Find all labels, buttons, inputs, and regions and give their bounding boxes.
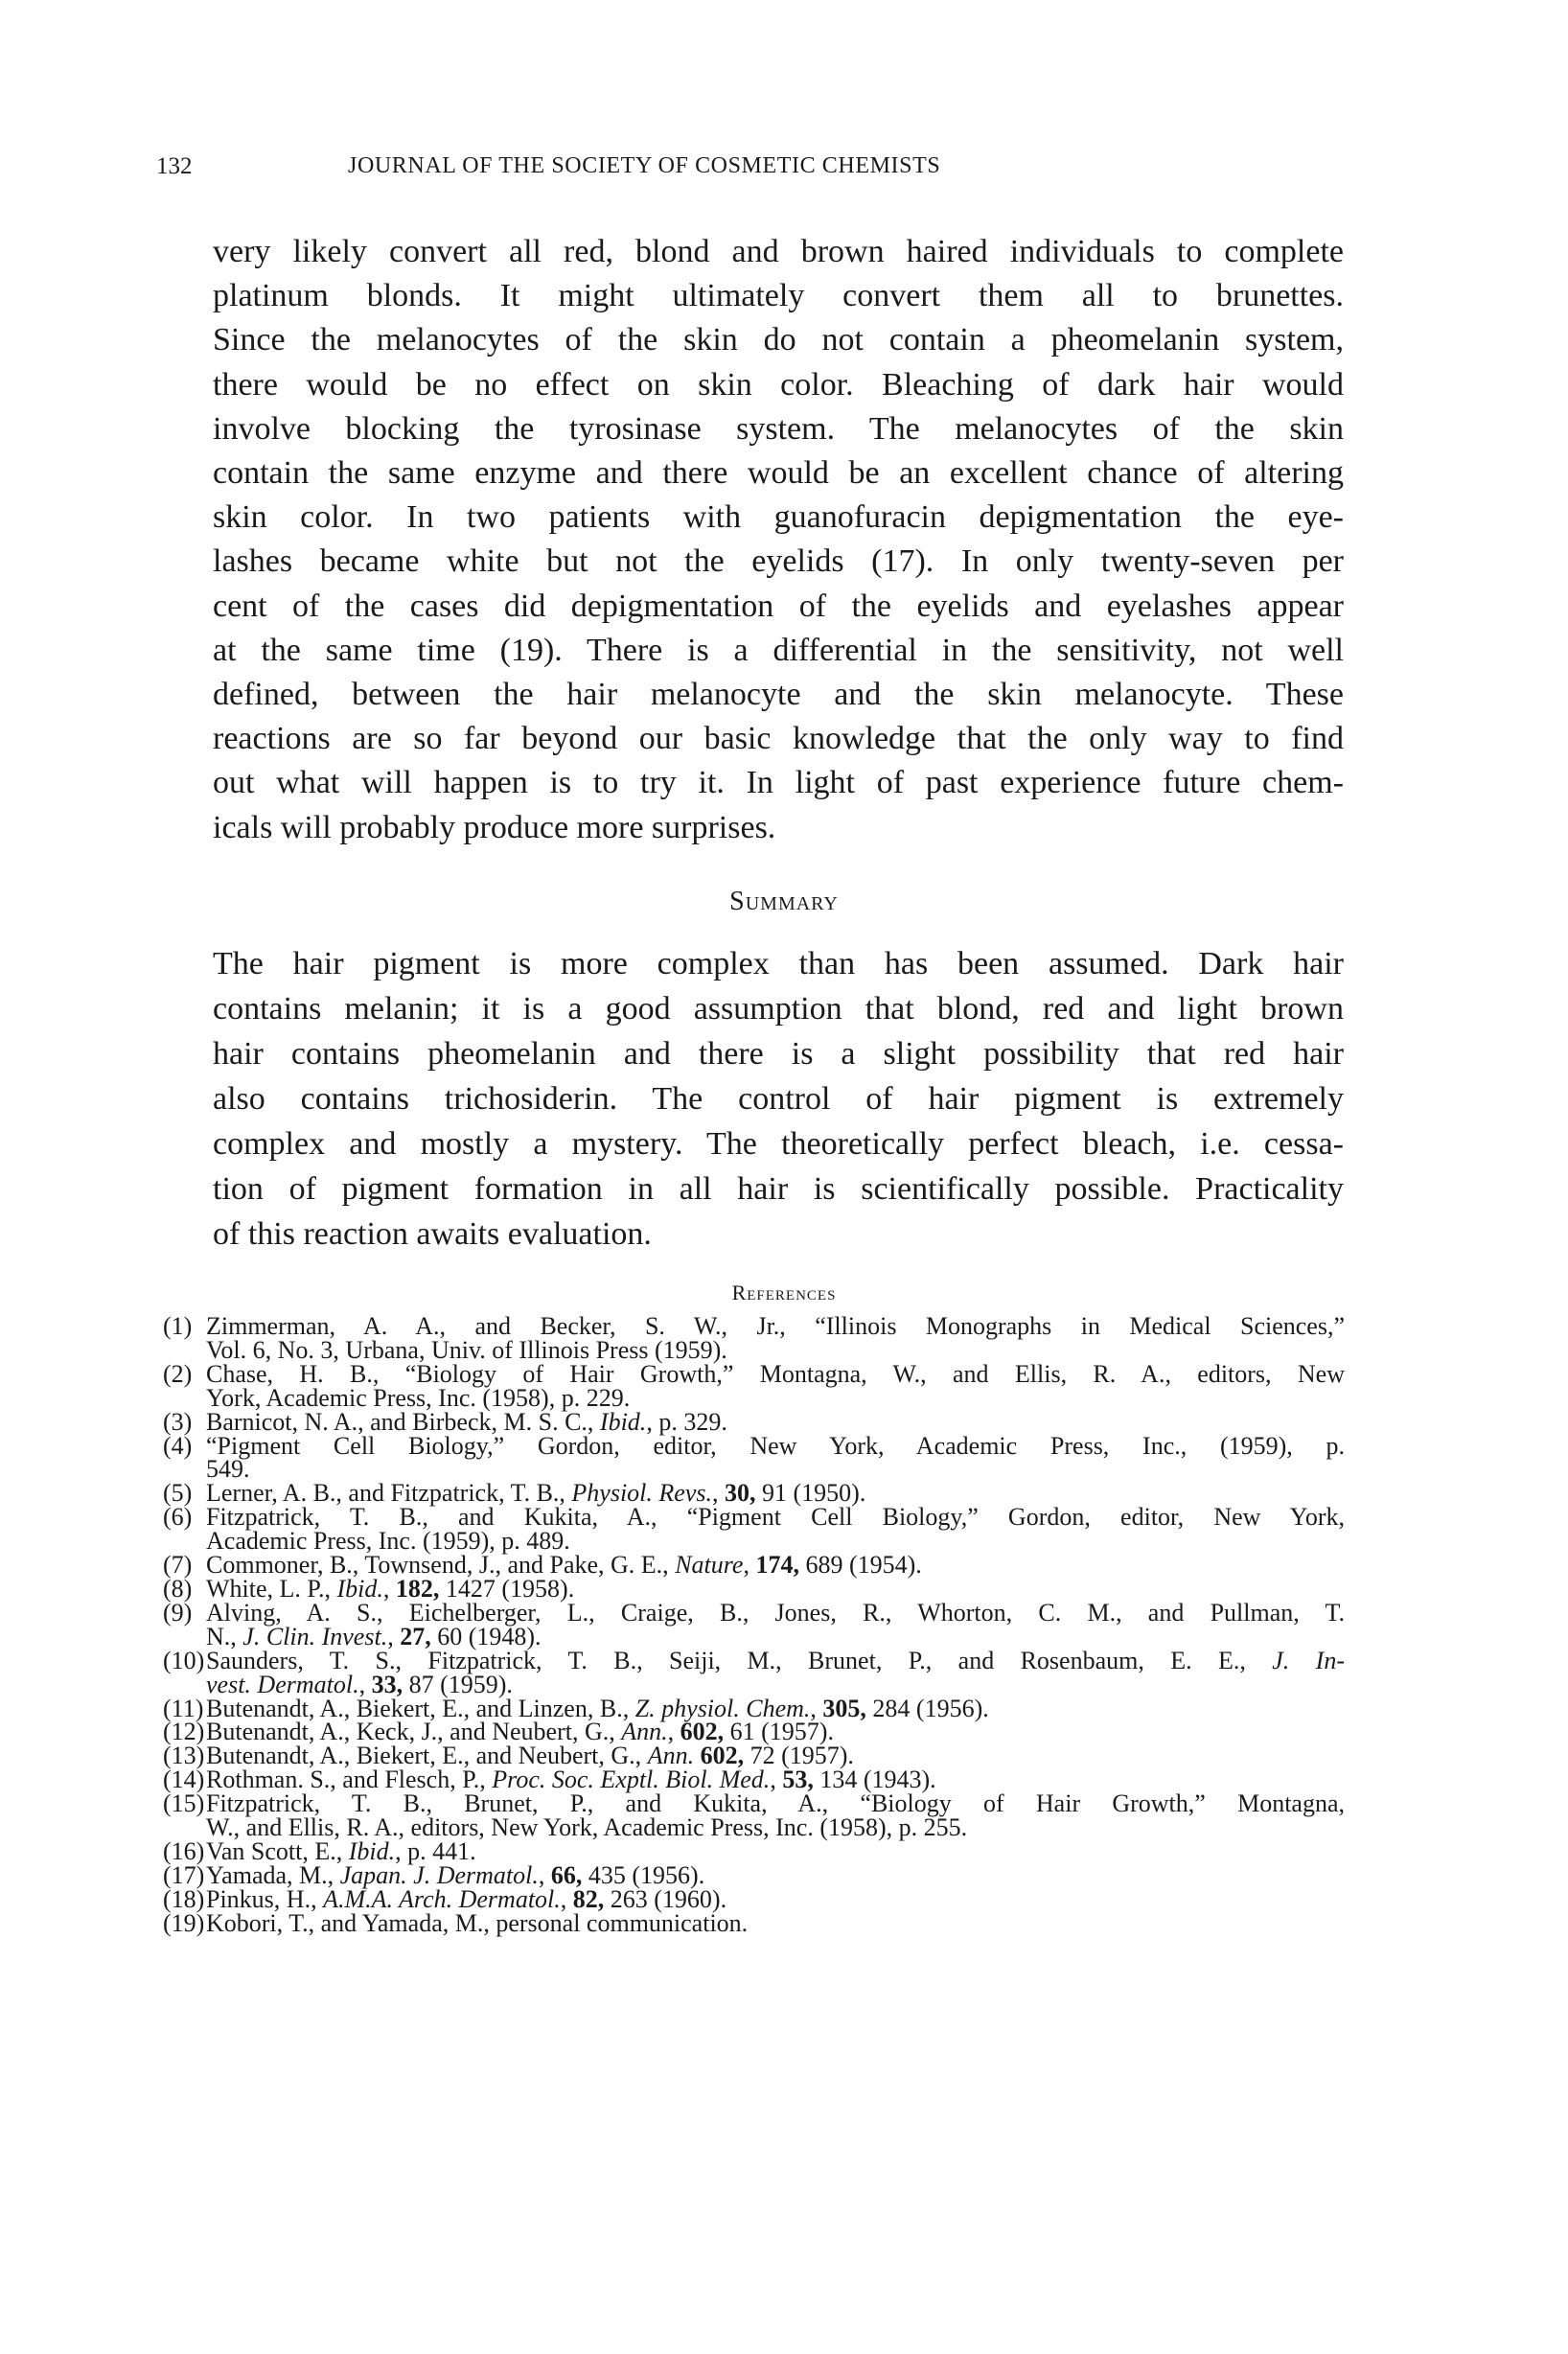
reference-text: Alving, A. S., Eichelberger, L., Craige, B., Jones, R., Whorton, C. M., and Pullman, T. [206, 1598, 1345, 1627]
reference-text: , [810, 1694, 823, 1722]
reference-text: Saunders, T. S., Fitzpatrick, T. B., Seiji, M., Brunet, P., and Rosenbaum, E. E., [206, 1646, 1273, 1674]
reference-text: Pinkus, H., [206, 1884, 324, 1913]
reference-text: 549. [206, 1455, 250, 1484]
italic-text: Nature [675, 1551, 744, 1580]
reference-text: , [770, 1766, 783, 1794]
text-line: contain the same enzyme and there would be an excellent chance of altering [213, 455, 1344, 492]
reference-number: (14) [163, 1766, 205, 1794]
reference-text: , p. 441. [395, 1836, 476, 1865]
reference-item [163, 1598, 1345, 1650]
summary-paragraph [213, 941, 1344, 1257]
reference-number: (9) [163, 1598, 193, 1627]
bold-volume: 602, [680, 1718, 725, 1746]
reference-text: Butenandt, A., Biekert, E., and Linzen, B., [206, 1694, 635, 1722]
bold-volume: 174, [755, 1551, 799, 1580]
reference-number: (18) [163, 1884, 205, 1913]
reference-text: , [560, 1884, 573, 1913]
bold-volume: 305, [822, 1694, 866, 1722]
reference-text: 87 (1959). [403, 1670, 513, 1698]
reference-number: (17) [163, 1860, 205, 1889]
reference-text: 689 (1954). [798, 1551, 922, 1580]
text-line: there would be no effect on skin color. Bleaching of dark hair would [213, 366, 1344, 403]
reference-text: , [387, 1622, 401, 1650]
reference-number: (10) [163, 1646, 205, 1674]
text-line: reactions are so far beyond our basic knowledge that the only way to find [213, 721, 1344, 757]
body-paragraph [213, 230, 1344, 850]
reference-text: , [538, 1860, 551, 1889]
reference-text: Rothman. S., and Flesch, P., [206, 1766, 493, 1794]
reference-text: Van Scott, E., [206, 1836, 349, 1865]
bold-volume: 33, [371, 1670, 404, 1698]
reference-item [163, 1789, 1345, 1842]
italic-text: Japan. J. Dermatol. [339, 1860, 539, 1889]
text-line: complex and mostly a mystery. The theoretically perfect bleach, i.e. cessa- [213, 1126, 1344, 1162]
text-line: of this reaction awaits evaluation. [213, 1216, 652, 1252]
bold-volume: 53, [782, 1766, 814, 1794]
text-line: very likely convert all red, blond and brown haired individuals to complete [213, 234, 1344, 269]
reference-number: (4) [163, 1431, 193, 1460]
reference-text: , [358, 1670, 372, 1698]
reference-text: , [712, 1479, 725, 1508]
reference-number: (19) [163, 1908, 205, 1937]
italic-text: Z. physiol. Chem. [634, 1694, 811, 1722]
reference-text: W., and Ellis, R. A., editors, New York, Academic Press, Inc. (1958), p. 255. [206, 1813, 968, 1842]
reference-item [163, 1312, 1345, 1364]
reference-text: 1427 (1958). [439, 1574, 575, 1603]
italic-text: J. Clin. Invest. [242, 1622, 388, 1650]
reference-line [206, 1908, 1345, 1937]
italic-text: Proc. Soc. Exptl. Biol. Med. [492, 1766, 771, 1794]
text-line: involve blocking the tyrosinase system. The melanocytes of the skin [213, 410, 1344, 447]
italic-text: J. In- [1272, 1646, 1346, 1674]
text-line: platinum blonds. It might ultimately convert them all to brunettes. [213, 278, 1344, 314]
reference-number: (3) [163, 1407, 193, 1436]
bold-volume: 27, [400, 1622, 431, 1650]
reference-text: “Pigment Cell Biology,” Gordon, editor, New York, Academic Press, Inc., (1959), p. [206, 1431, 1345, 1460]
reference-text: Fitzpatrick, T. B., Brunet, P., and Kukita, A., “Biology of Hair Growth,” Montagna, [206, 1789, 1345, 1818]
text-line: hair contains pheomelanin and there is a slight possibility that red hair [213, 1036, 1344, 1072]
italic-text: A.M.A. Arch. Dermatol. [323, 1884, 561, 1913]
reference-number: (15) [163, 1789, 205, 1818]
reference-number: (2) [163, 1359, 193, 1388]
reference-number: (7) [163, 1551, 193, 1580]
reference-text: 435 (1956). [582, 1860, 705, 1889]
reference-item [163, 1908, 1345, 1937]
reference-text: , p. 329. [646, 1407, 727, 1436]
reference-text: , [667, 1718, 680, 1746]
text-line: Since the melanocytes of the skin do not contain a pheomelanin system, [213, 322, 1344, 358]
text-line: icals will probably produce more surprises. [213, 809, 776, 845]
reference-text: Commoner, B., Townsend, J., and Pake, G. E., [206, 1551, 676, 1580]
italic-text: Ibid. [348, 1836, 396, 1865]
text-line: contains melanin; it is a good assumption that blond, red and light brown [213, 991, 1344, 1027]
reference-text: 60 (1948). [430, 1622, 542, 1650]
text-line: skin color. In two patients with guanofuracin depigmentation the eye- [213, 499, 1344, 536]
reference-number: (11) [163, 1694, 204, 1722]
reference-number: (13) [163, 1742, 205, 1770]
bold-volume: 30, [725, 1479, 756, 1508]
reference-text: Barnicot, N. A., and Birbeck, M. S. C., [206, 1407, 600, 1436]
reference-text: Yamada, M., [206, 1860, 340, 1889]
reference-text: Butenandt, A., Keck, J., and Neubert, G., [206, 1718, 622, 1746]
reference-text: , [743, 1551, 756, 1580]
reference-text: Vol. 6, No. 3, Urbana, Univ. of Illinois Press (1959). [206, 1335, 727, 1364]
reference-text: Butenandt, A., Biekert, E., and Neubert, G., [206, 1742, 648, 1770]
text-line: cent of the cases did depigmentation of the eyelids and eyelashes appear [213, 588, 1344, 624]
text-line: lashes became white but not the eyelids (17). In only twenty-seven per [213, 543, 1344, 580]
reference-text: N., [206, 1622, 243, 1650]
reference-number: (16) [163, 1836, 205, 1865]
reference-list [163, 1312, 1346, 1937]
bold-volume: 82, [572, 1884, 605, 1913]
text-line: defined, between the hair melanocyte and the skin melanocyte. These [213, 677, 1344, 713]
bold-volume: 182, [395, 1574, 440, 1603]
italic-text: Ibid. [599, 1407, 647, 1436]
bold-volume: 66, [550, 1860, 583, 1889]
reference-number: (1) [163, 1312, 193, 1340]
reference-text: 284 (1956). [865, 1694, 989, 1722]
reference-number: (6) [163, 1503, 193, 1532]
reference-text: Lerner, A. B., and Fitzpatrick, T. B., [206, 1479, 572, 1508]
text-line: out what will happen is to try it. In light of past experience future chem- [213, 765, 1344, 801]
reference-text: Chase, H. B., “Biology of Hair Growth,” Montagna, W., and Ellis, R. A., editors, New [206, 1359, 1345, 1388]
bold-volume: 602, [700, 1742, 745, 1770]
reference-text: 72 (1957). [744, 1742, 854, 1770]
reference-text: Zimmerman, A. A., and Becker, S. W., Jr., “Illinois Monographs in Medical Sciences,” [206, 1312, 1345, 1340]
italic-text: Ibid. [336, 1574, 383, 1603]
reference-text: 61 (1957). [724, 1718, 834, 1746]
reference-number: (5) [163, 1479, 193, 1508]
reference-item [163, 1359, 1345, 1412]
reference-item [163, 1431, 1345, 1484]
reference-text: Academic Press, Inc. (1959), p. 489. [206, 1527, 570, 1556]
italic-text: Ann. [621, 1718, 668, 1746]
reference-text: , [382, 1574, 396, 1603]
text-line: The hair pigment is more complex than has been assumed. Dark hair [213, 946, 1344, 981]
reference-text: York, Academic Press, Inc. (1958), p. 229. [206, 1383, 631, 1412]
references-heading: References [731, 1281, 837, 1304]
page-number: 132 [156, 153, 193, 179]
summary-heading: Summary [729, 887, 839, 916]
text-line: tion of pigment formation in all hair is scientifically possible. Practicality [213, 1171, 1344, 1207]
reference-text: White, L. P., [206, 1574, 337, 1603]
reference-number: (8) [163, 1574, 193, 1603]
reference-text: 134 (1943). [813, 1766, 936, 1794]
reference-text: 263 (1960). [604, 1884, 727, 1913]
reference-item [163, 1646, 1346, 1698]
italic-text: Physiol. Revs. [571, 1479, 712, 1508]
text-line: at the same time (19). There is a differential in the sensitivity, not well [213, 632, 1344, 668]
italic-text: vest. Dermatol. [206, 1670, 359, 1698]
reference-text: Fitzpatrick, T. B., and Kukita, A., “Pigment Cell Biology,” Gordon, editor, New York, [206, 1503, 1345, 1532]
text-line: also contains trichosiderin. The control of hair pigment is extremely [213, 1081, 1344, 1117]
reference-number: (12) [163, 1718, 205, 1746]
reference-line [206, 1431, 1345, 1460]
italic-text: Ann. [647, 1742, 695, 1770]
reference-text: 91 (1950). [755, 1479, 866, 1508]
reference-item [163, 1503, 1345, 1556]
reference-text: Kobori, T., and Yamada, M., personal communication. [206, 1908, 749, 1937]
running-head: JOURNAL OF THE SOCIETY OF COSMETIC CHEMISTS [348, 153, 941, 178]
